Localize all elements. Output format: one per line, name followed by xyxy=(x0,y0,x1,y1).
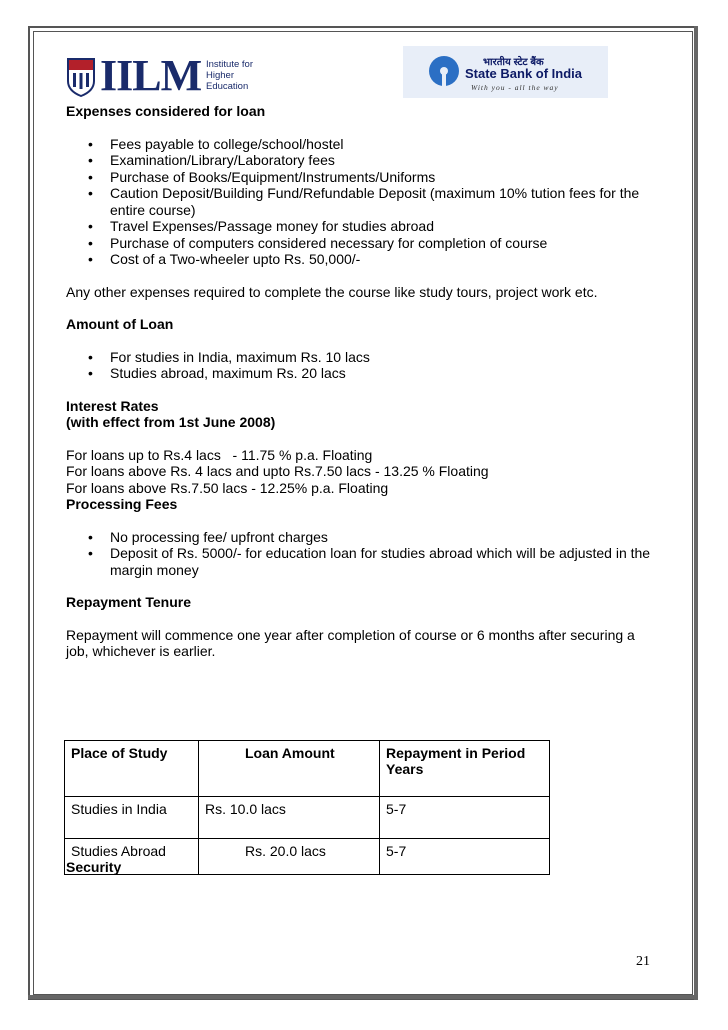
page-border-shadow-right xyxy=(694,26,698,1000)
iilm-crest-icon xyxy=(66,57,96,97)
page-number: 21 xyxy=(636,954,650,969)
iilm-logo xyxy=(66,51,276,105)
interest-effective-date: (with effect from 1st June 2008) xyxy=(66,414,276,430)
processing-heading: Processing Fees xyxy=(66,496,178,512)
iilm-wordmark: IILM xyxy=(100,51,202,100)
repayment-text: Repayment will commence one year after completion of course or 6 months after securing a job, whichever is earlier. xyxy=(66,626,635,659)
table-row xyxy=(65,797,550,839)
amount-heading: Amount of Loan xyxy=(66,316,174,332)
list-item: • Examination/Library/Laboratory fees xyxy=(66,152,666,169)
interest-line: For loans above Rs.7.50 lacs - 12.25% p.a. Floating xyxy=(66,479,389,496)
list-item: • No processing fee/ upfront charges xyxy=(66,529,666,546)
table-cell: 5-7 xyxy=(380,797,550,839)
list-item: • Travel Expenses/Passage money for studies abroad xyxy=(66,218,666,235)
table-header-row xyxy=(65,741,550,797)
table-cell: Studies in India xyxy=(65,797,199,839)
table-row xyxy=(65,839,550,875)
list-item: • Deposit of Rs. 5000/- for education loan for studies abroad which will be adjusted in the margin money xyxy=(66,545,666,578)
list-item: • Fees payable to college/school/hostel xyxy=(66,136,666,153)
list-item: • Purchase of Books/Equipment/Instruments/Uniforms xyxy=(66,169,666,186)
sbi-logo xyxy=(403,46,608,98)
table-cell: 5-7 xyxy=(380,839,550,875)
interest-line: For loans above Rs. 4 lacs and upto Rs.7.50 lacs - 13.25 % Floating xyxy=(66,463,489,479)
table-cell: Rs. 10.0 lacs xyxy=(199,797,380,839)
table-header-cell: Place of Study xyxy=(65,741,199,797)
repayment-heading: Repayment Tenure xyxy=(66,594,191,610)
loan-table xyxy=(64,740,550,875)
table-cell: Studies Abroad xyxy=(65,839,199,875)
interest-line: For loans up to Rs.4 lacs - 11.75 % p.a. Floating xyxy=(66,446,373,463)
list-item: • For studies in India, maximum Rs. 10 lacs xyxy=(66,349,666,366)
sbi-name: State Bank of India xyxy=(465,66,583,81)
list-item: • Caution Deposit/Building Fund/Refundable Deposit (maximum 10% tution fees for the entire course) xyxy=(66,185,666,218)
expenses-list xyxy=(66,136,666,268)
sbi-hindi-name: भारतीय स्टेट बैंक xyxy=(483,57,544,68)
sbi-tagline: With you - all the way xyxy=(471,83,559,92)
expenses-heading: Expenses considered for loan xyxy=(66,103,266,119)
list-item: • Cost of a Two-wheeler upto Rs. 50,000/- xyxy=(66,251,666,268)
amount-list xyxy=(66,349,666,382)
page-border-shadow-bottom xyxy=(28,995,698,999)
processing-list xyxy=(66,529,666,579)
list-item: • Studies abroad, maximum Rs. 20 lacs xyxy=(66,365,666,382)
table-header-cell: Loan Amount xyxy=(199,741,380,797)
expenses-note: Any other expenses required to complete the course like study tours, project work etc. xyxy=(66,283,598,300)
interest-heading: Interest Rates xyxy=(66,397,159,414)
security-heading: Security xyxy=(66,859,122,875)
sbi-keyhole-icon xyxy=(429,56,459,86)
table-header-cell: Repayment in Period Years xyxy=(380,741,550,797)
document-body xyxy=(66,103,666,660)
iilm-subtitle: Institute for Higher Education xyxy=(206,59,253,92)
table-cell: Rs. 20.0 lacs xyxy=(199,839,380,875)
list-item: • Purchase of computers considered necessary for completion of course xyxy=(66,235,666,252)
